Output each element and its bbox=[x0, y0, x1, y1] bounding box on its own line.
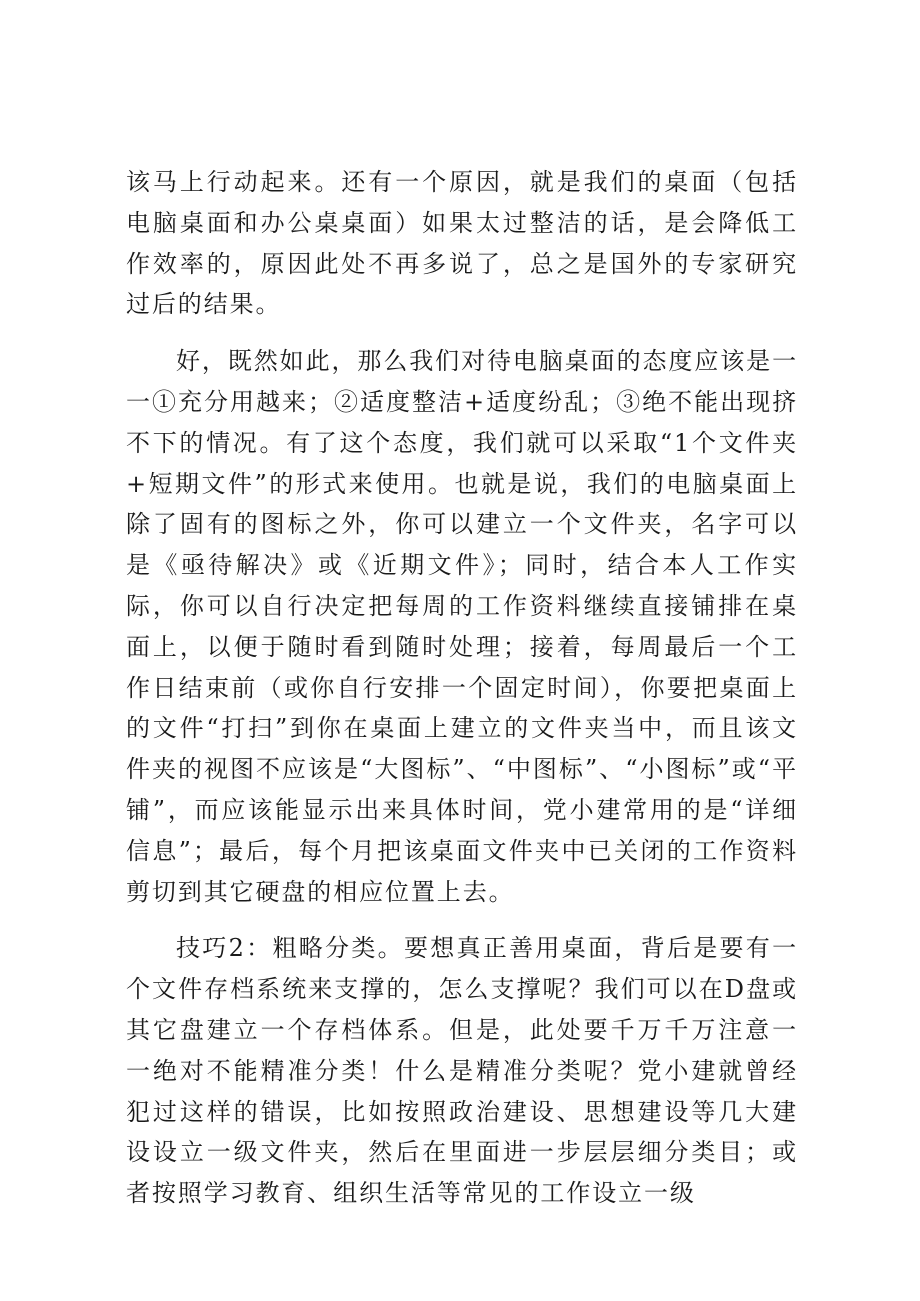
document-body bbox=[126, 162, 798, 1230]
paragraph-continuation: 该马上行动起来。还有一个原因，就是我们的桌面（包括电脑桌面和办公桌桌面）如果太过整洁的话，是会降低工作效率的，原因此处不再多说了，总之是国外的专家研究过后的结果。 bbox=[126, 168, 798, 319]
paragraph-desktop-attitude: 好，既然如此，那么我们对待电脑桌面的态度应该是一一①充分用越来；②适度整洁+适度纷乱；③绝不能出现挤不下的情况。有了这个态度，我们就可以采取“1个文件夹+短期文件”的形式来使用。也就是说，我们的电脑桌面上除了固有的图标之外，你可以建立一个文件夹，名字可以是《亟待解决》或《近期文件》；同时，结合本人工作实际，你可以自行决定把每周的工作资料继续直接铺排在桌面上，以便于随时看到随时处理；接着，每周最后一个工作日结束前（或你自行安排一个固定时间），你要把桌面上的文件“打扫”到你在桌面上建立的文件夹当中，而且该文件夹的视图不应该是“大图标”、“中图标”、“小图标”或“平铺”，而应该能显示出来具体时间，党小建常用的是“详细信息”；最后，每个月把该桌面文件夹中已关闭的工作资料剪切到其它硬盘的相应位置上去。 bbox=[126, 347, 798, 906]
paragraph-tip-2: 技巧2：粗略分类。要想真正善用桌面，背后是要有一个文件存档系统来支撑的，怎么支撑呢？我们可以在D盘或其它盘建立一个存档体系。但是，此处要千万千万注意一一绝对不能精准分类！什么是精准分类呢？党小建就曾经犯过这样的错误，比如按照政治建设、思想建设等几大建设设立一级文件夹，然后在里面进一步层层细分类目；或者按照学习教育、组织生活等常见的工作设立一级 bbox=[126, 934, 798, 1208]
